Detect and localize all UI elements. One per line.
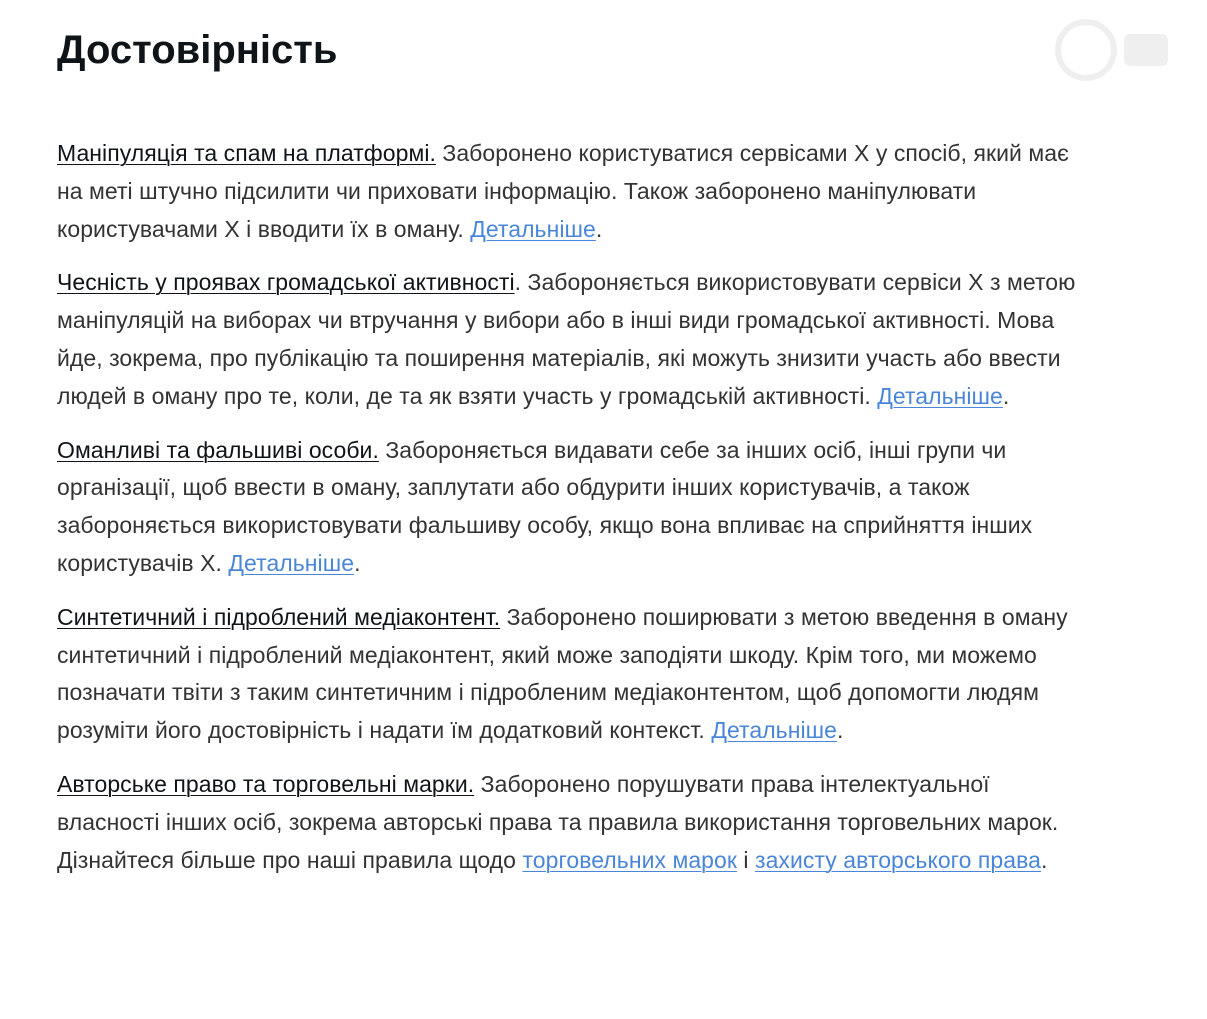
rule-description: Заборонено порушувати права інтелектуальної власності інших осіб, зокрема авторські права та правила використання торговельних марок. Дізнайтеся більше про наші правила щодо [57, 770, 1059, 873]
page-title: Достовірність [57, 28, 338, 72]
rule-end: . [595, 215, 603, 242]
rule-title-link[interactable]: Синтетичний і підроблений медіаконтент. [57, 603, 501, 630]
rule-civic-integrity [57, 264, 1097, 415]
trademark-policy-link[interactable]: торговельних марок [522, 846, 737, 873]
rule-title-link[interactable]: Авторське право та торговельні марки. [57, 770, 475, 797]
learn-more-link[interactable]: Детальніше [470, 215, 596, 242]
learn-more-link[interactable]: Детальніше [711, 717, 837, 744]
rule-conjunction: і [736, 846, 755, 873]
rule-title-link[interactable]: Чесність у проявах громадської активності [57, 269, 515, 296]
rule-description: Забороняється видавати себе за інших осіб, інші групи чи організації, щоб ввести в оману, заплутати або обдурити інших користувачів, а також забороняється використовувати фальшиву особу, якщо вона впливає на сприйняття інших користувачів X. [57, 436, 1033, 576]
rule-end: . [836, 717, 844, 744]
rule-end: . [1002, 382, 1010, 409]
rule-impersonation [57, 432, 1097, 583]
policy-section [57, 0, 1097, 895]
copyright-policy-link[interactable]: захисту авторського права [755, 846, 1041, 873]
rule-description: Заборонено поширювати з метою введення в оману синтетичний і підроблений медіаконтент, який може заподіяти шкоду. Крім того, ми можемо позначати твіти з таким синтетичним і підробленим медіаконтентом, щоб допомогти людям розуміти його достовірність і надати їм додатковий контекст. [57, 603, 1068, 744]
rule-title-link[interactable]: Маніпуляція та спам на платформі. [57, 140, 436, 166]
rule-description: Заборонено користуватися сервісами X у спосіб, який має на меті штучно підсилити чи приховати інформацію. Також заборонено маніпулювати користувачами X і вводити їх в оману. [57, 140, 1069, 242]
learn-more-link[interactable]: Детальніше [228, 549, 355, 576]
rule-synthetic-media [57, 599, 1097, 750]
learn-more-link[interactable]: Детальніше [877, 382, 1003, 409]
rules-list [57, 135, 1097, 879]
rule-copyright-trademark [57, 766, 1097, 879]
rule-end: . [354, 549, 361, 576]
rule-platform-manipulation [57, 135, 1097, 248]
rule-title-link[interactable]: Оманливі та фальшиві особи. [57, 436, 379, 463]
rule-description: . Забороняється використовувати сервіси X з метою маніпуляцій на виборах чи втручання у вибори або в інші види громадської активності. Мова йде, зокрема, про публікацію та поширення матеріалів, які можуть знизити участь або ввести людей в оману про те, коли, де та як взяти участь у громадській активності. [57, 269, 1076, 409]
rule-end: . [1040, 846, 1048, 873]
